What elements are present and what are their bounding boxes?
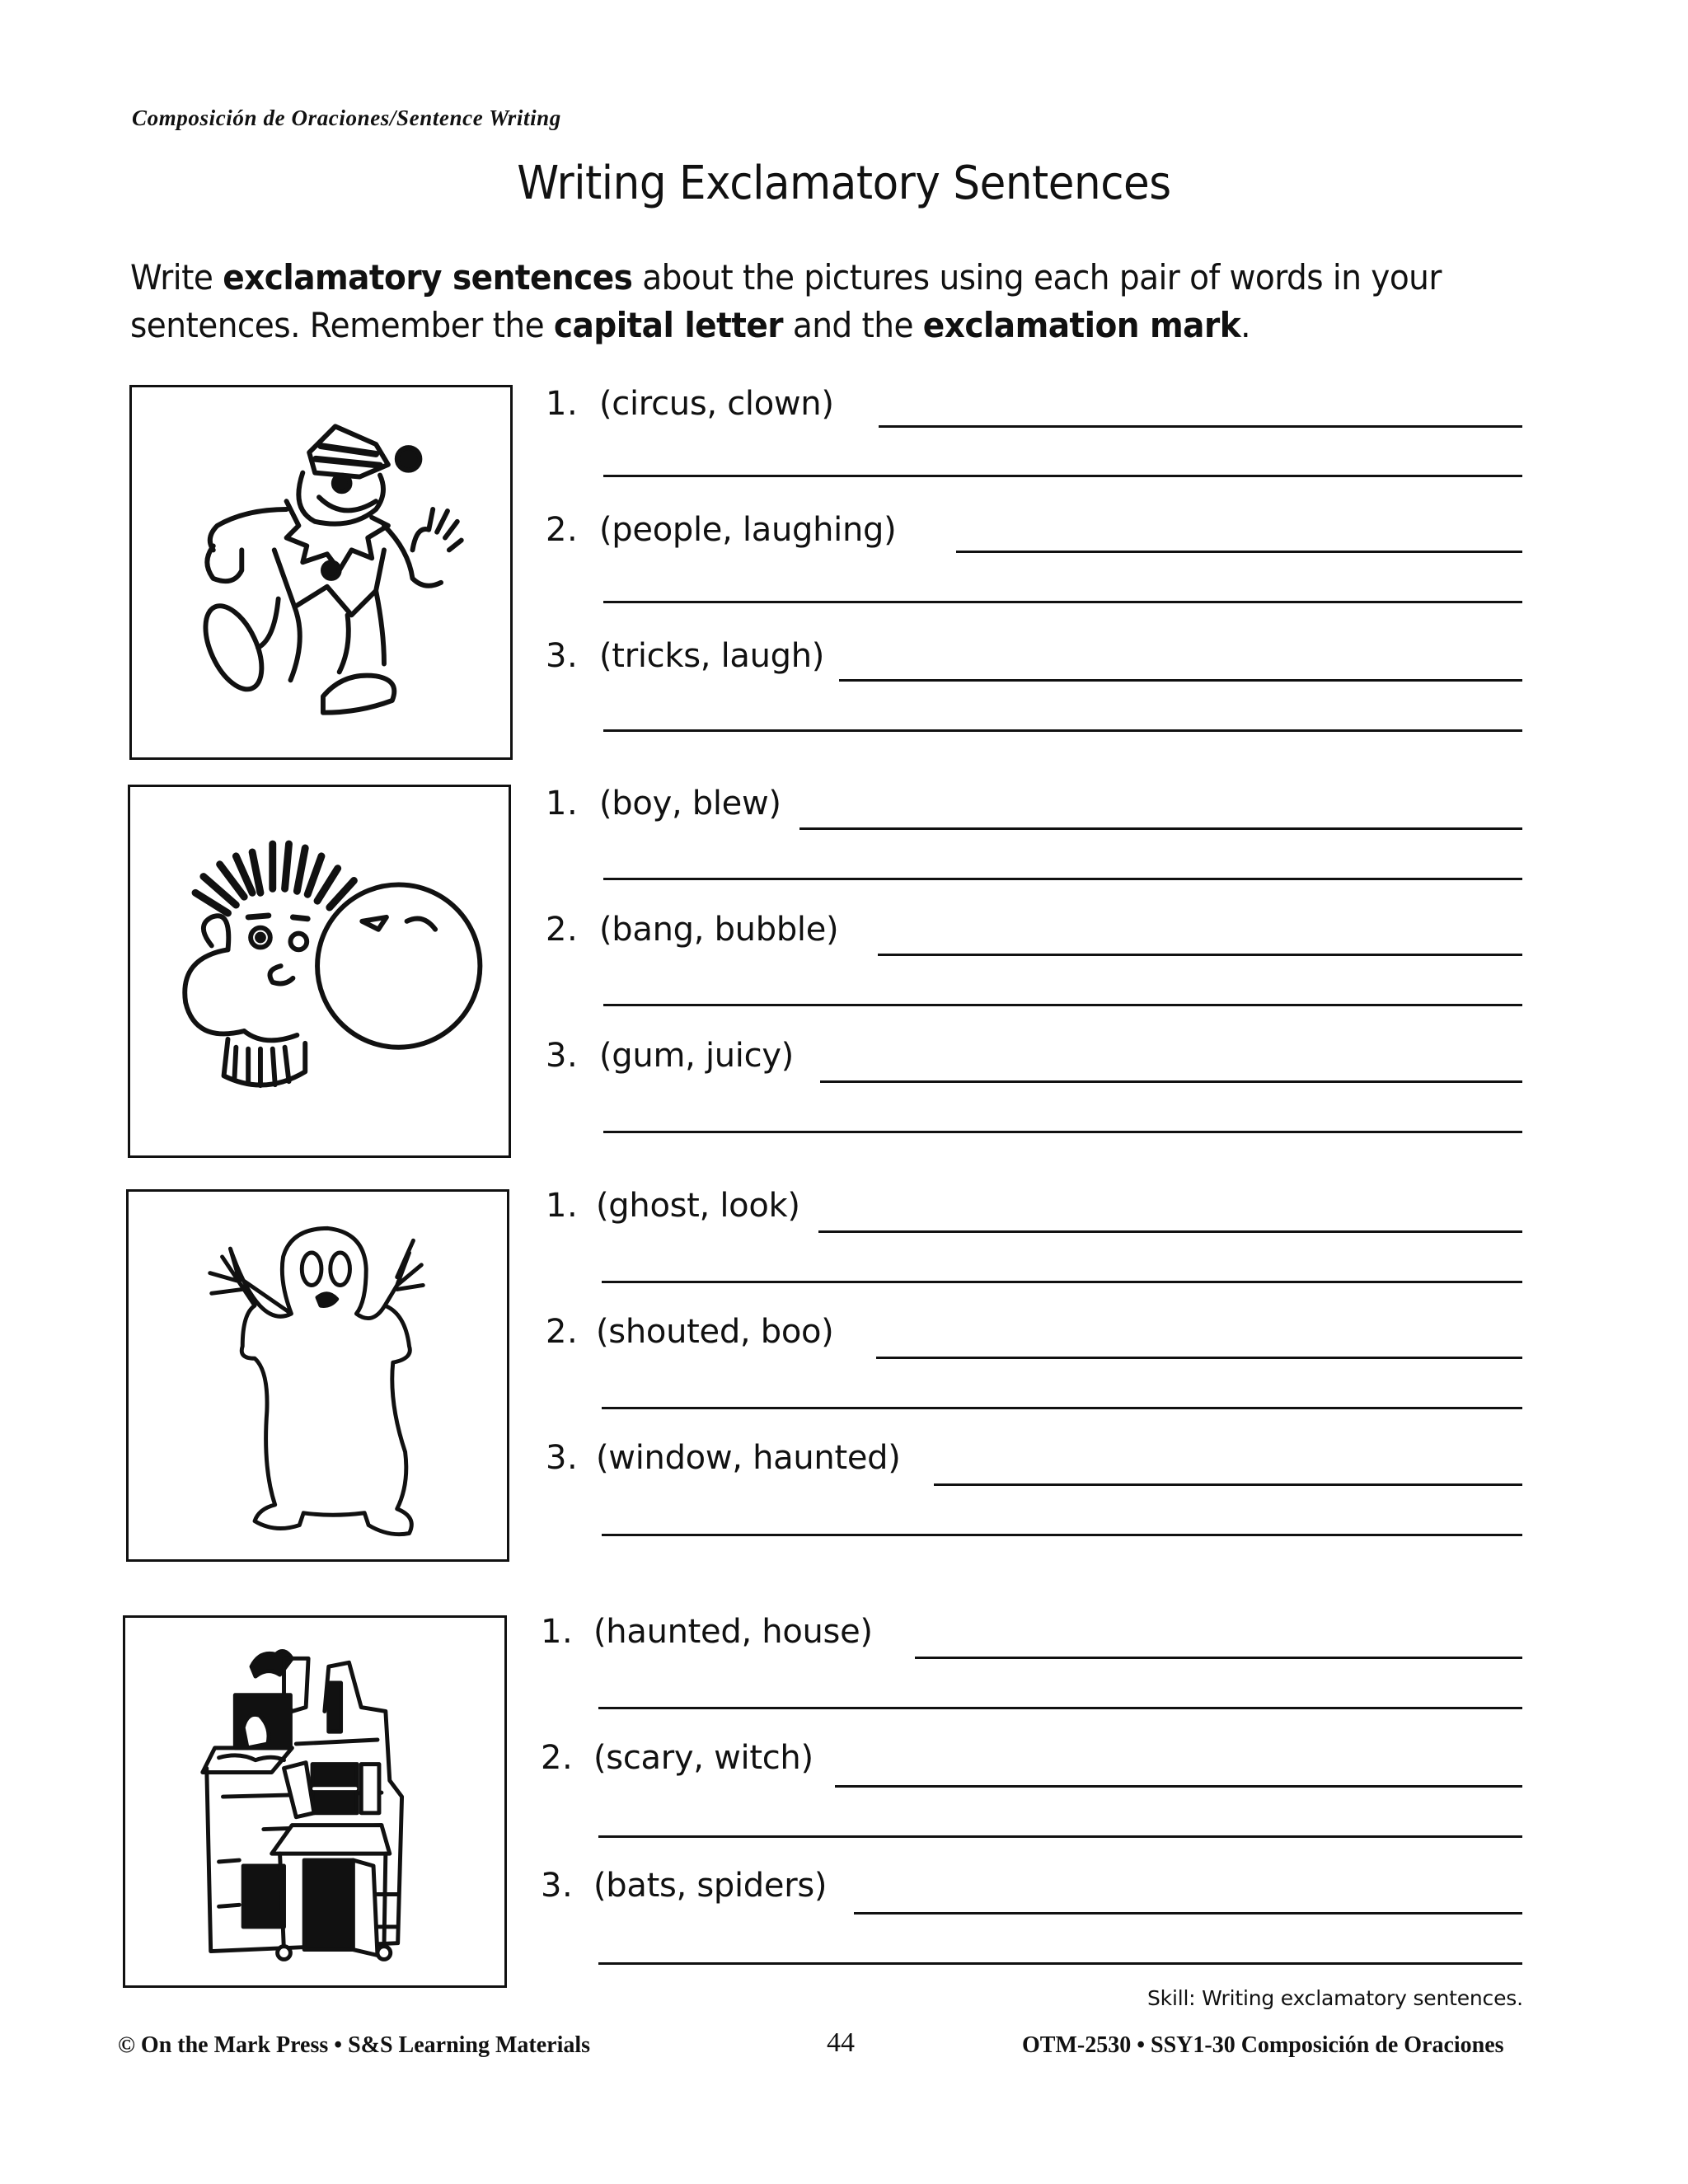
answer-line[interactable] — [879, 425, 1522, 428]
instructions-text: . — [1240, 305, 1250, 345]
picture-box-clown — [129, 385, 513, 760]
answer-line[interactable] — [603, 601, 1522, 603]
instructions-emphasis: capital letter — [553, 305, 783, 345]
answer-line[interactable] — [603, 729, 1522, 732]
answer-line[interactable] — [603, 475, 1522, 477]
prompt-words: (bats, spiders) — [593, 1867, 828, 1905]
answer-line[interactable] — [878, 954, 1522, 956]
prompt-number: 2. — [546, 911, 579, 949]
prompt-number: 3. — [546, 1037, 579, 1075]
answer-line[interactable] — [602, 1534, 1522, 1536]
prompt-words: (window, haunted) — [596, 1439, 901, 1477]
footer-product-code: OTM-2530 • SSY1-30 Composición de Oraciones — [1022, 2032, 1504, 2058]
answer-line[interactable] — [956, 551, 1522, 553]
prompt-words: (shouted, boo) — [596, 1313, 834, 1351]
instructions-line-1 — [130, 254, 1464, 302]
answer-line[interactable] — [915, 1657, 1522, 1659]
prompt-number: 1. — [546, 385, 579, 423]
prompt-words: (gum, juicy) — [599, 1037, 794, 1075]
instructions-line-2 — [130, 302, 1464, 349]
prompt-words: (bang, bubble) — [599, 911, 839, 949]
prompt-words: (haunted, house) — [593, 1613, 873, 1651]
answer-line[interactable] — [934, 1483, 1522, 1486]
instructions-emphasis: exclamatory sentences — [223, 257, 633, 298]
answer-line[interactable] — [820, 1080, 1522, 1083]
page-number: 44 — [827, 2027, 855, 2058]
prompt-number: 2. — [546, 1313, 579, 1351]
clown-icon — [132, 387, 510, 757]
instructions — [130, 254, 1464, 349]
answer-line[interactable] — [598, 1835, 1522, 1838]
picture-box-bubble-boy — [128, 785, 511, 1158]
instructions-text: sentences. Remember the — [130, 305, 554, 345]
answer-line[interactable] — [876, 1357, 1522, 1359]
instructions-emphasis: exclamation mark — [922, 305, 1241, 345]
prompt-words: (scary, witch) — [593, 1739, 814, 1777]
picture-box-haunted-house — [123, 1615, 507, 1988]
prompt-number: 3. — [546, 637, 579, 675]
ghost-icon — [129, 1192, 507, 1559]
prompt-number: 1. — [541, 1613, 574, 1651]
answer-line[interactable] — [598, 1707, 1522, 1709]
prompt-number: 2. — [546, 511, 579, 549]
answer-line[interactable] — [839, 679, 1522, 682]
instructions-text: Write — [130, 257, 223, 298]
answer-line[interactable] — [854, 1912, 1522, 1915]
prompt-words: (people, laughing) — [599, 511, 897, 549]
page-title: Writing Exclamatory Sentences — [517, 157, 1171, 210]
answer-line[interactable] — [602, 1407, 1522, 1409]
prompt-number: 2. — [541, 1739, 574, 1777]
prompt-words: (circus, clown) — [599, 385, 834, 423]
answer-line[interactable] — [598, 1962, 1522, 1965]
prompt-words: (tricks, laugh) — [599, 637, 825, 675]
answer-line[interactable] — [835, 1785, 1522, 1788]
instructions-text: and the — [782, 305, 923, 345]
prompt-words: (ghost, look) — [596, 1187, 800, 1225]
bubble-gum-boy-icon — [130, 787, 509, 1155]
prompt-number: 1. — [546, 785, 579, 823]
instructions-text: about the pictures using each pair of words in your — [632, 257, 1442, 298]
prompt-words: (boy, blew) — [599, 785, 781, 823]
answer-line[interactable] — [603, 1131, 1522, 1133]
answer-line[interactable] — [603, 878, 1522, 880]
answer-line[interactable] — [602, 1281, 1522, 1283]
answer-line[interactable] — [603, 1004, 1522, 1006]
section-header: Composición de Oraciones/Sentence Writing — [132, 105, 561, 130]
skill-note: Skill: Writing exclamatory sentences. — [1147, 1986, 1523, 2010]
prompt-number: 1. — [546, 1187, 579, 1225]
prompt-number: 3. — [546, 1439, 579, 1477]
answer-line[interactable] — [818, 1230, 1522, 1233]
answer-line[interactable] — [799, 827, 1522, 830]
picture-box-ghost — [126, 1189, 509, 1562]
haunted-house-icon — [125, 1618, 504, 1985]
prompt-number: 3. — [541, 1867, 574, 1905]
footer-publisher: © On the Mark Press • S&S Learning Materials — [118, 2032, 591, 2058]
